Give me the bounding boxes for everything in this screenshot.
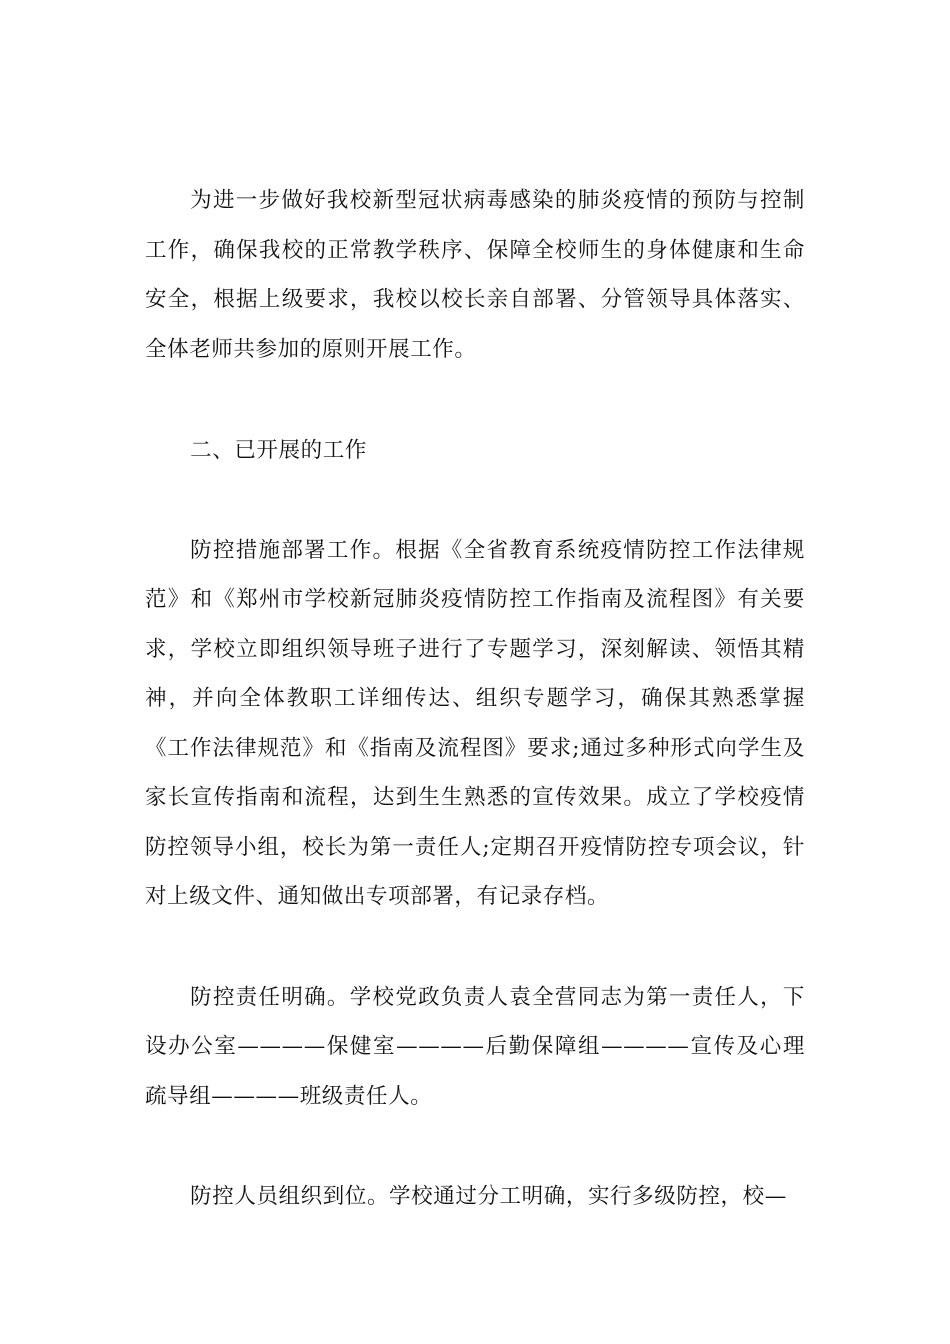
measures-paragraph: 防控措施部署工作。根据《全省教育系统疫情防控工作法律规范》和《郑州市学校新冠肺炎疫情防控工作指南及流程图》有关要求，学校立即组织领导班子进行了专题学习，深刻解读、领悟其精神，并向全体教职工详细传达、组织专题学习，确保其熟悉掌握《工作法律规范》和《指南及流程图》要求;通过多种形式向学生及家长宣传指南和流程，达到生生熟悉的宣传效果。成立了学校疫情防控领导小组，校长为第一责任人;定期召开疫情防控专项会议，针对上级文件、通知做出专项部署，有记录存档。 <box>145 537 805 909</box>
section-heading: 二、已开展的工作 <box>190 438 367 463</box>
personnel-paragraph: 防控人员组织到位。学校通过分工明确，实行多级防控，校— <box>190 1184 787 1209</box>
document-page <box>145 176 805 1222</box>
responsibility-paragraph: 防控责任明确。学校党政负责人袁全营同志为第一责任人，下设办公室————保健室————后勤保障组————宣传及心理疏导组————班级责任人。 <box>145 984 805 1109</box>
intro-paragraph: 为进一步做好我校新型冠状病毒感染的肺炎疫情的预防与控制工作，确保我校的正常教学秩序、保障全校师生的身体健康和生命安全，根据上级要求，我校以校长亲自部署、分管领导具体落实、全体老师共参加的原则开展工作。 <box>145 188 805 362</box>
